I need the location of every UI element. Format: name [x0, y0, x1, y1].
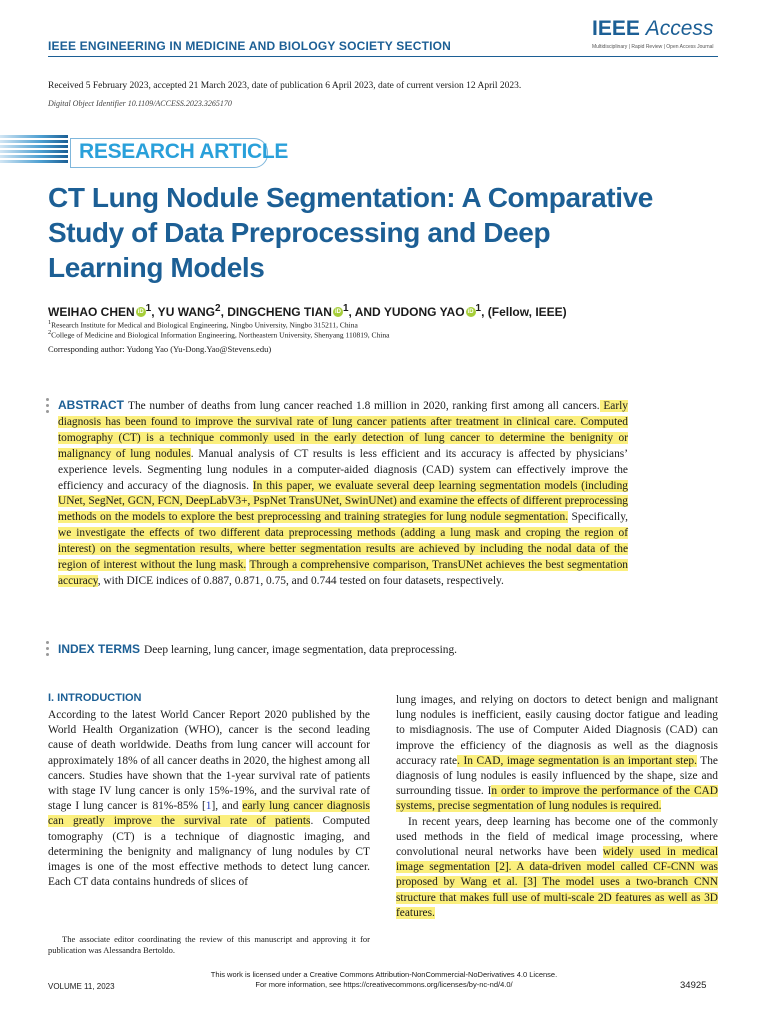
logo-tagline: Multidisciplinary | Rapid Review | Open Access Journal: [592, 44, 714, 50]
affiliation-2: $^2$College of Medicine and Biological Information Engineering, Northeastern University, Shenyang 110819, China: [48, 329, 390, 340]
volume-label: VOLUME 11, 2023: [48, 982, 115, 991]
orcid-icon[interactable]: iD: [137, 309, 144, 315]
column-right: lung images, and relying on doctors to detect benign and malignant lung nodules is inefficient, easily causing doctor fatigue and leading to misdiagnosis. The use of Computer Aided Diagnosis (CAD) can improve the efficiency of the diagnosis as well as the diagnosis accuracy rate. In CAD, image segmentation is an important step. The diagnosis of lung nodules is easily influenced by the shape, size and surrounding tissue. In order to improve the performance of the CAD systems, precise segmentation of lung nodules is required. In recent years, deep learning has become one of the commonly used methods in the field of medical image processing, where convolutional neural networks have been widely used in medical image segmentation [2]. A data-driven model called CF-CNN was proposed by Wang et al. [3] The model uses a two-branch CNN structure that makes full use of multi-scale 2D features as well as 3D features.: [396, 694, 718, 919]
author-3: , DINGCHENG TIAN: [220, 305, 332, 319]
corresponding-author: Corresponding author: Yudong Yao (Yu-Dong.Yao@Stevens.edu): [48, 344, 272, 354]
highlight: widely used in medical image segmentation [2]. A data-driven model called CF-CNN was proposed by Wang et al. [3] The model uses a two-branch CNN structure that makes full use of multi-scale 2D features as well as 3D features.: [396, 846, 718, 919]
header-rule: [48, 56, 718, 57]
editor-footnote: The associate editor coordinating the review of this manuscript and approving it for publication was Alessandra Bertoldo.: [48, 934, 370, 955]
author-4: , AND YUDONG YAO: [348, 305, 465, 319]
index-terms: [58, 642, 457, 656]
abstract: ABSTRACT The number of deaths from lung cancer reached 1.8 million in 2020, ranking first among all cancers. Early diagnosis has been found to improve the survival rate of lung cancer patients after treatment in clinical care. Computed tomography (CT) is a technique commonly used in the early detection of lung cancer to determine the benignity or malignancy of lung nodules. Manual analysis of CT results is less efficient and its accuracy is affected by physicians’ experience levels. Segmenting lung nodules in a computer-aided diagnosis (CAD) system can effectively improve the efficiency and accuracy of the diagnosis. In this paper, we evaluate several deep learning segmentation models (including UNet, SegNet, GCN, FCN, DeepLabV3+, PspNet TransUNet, SwinUNet) and examine the effects of different preprocessing methods on the models to explore the best preprocessing and training strategies for lung nodule segmentation. Specifically, we investigate the effects of two different data preprocessing methods (adding a lung mask and croping the region of interest) on the segmentation results, where better segmentation results are achieved by including the nodal data of the region of interest without the lung mask. Through a comprehensive comparison, TransUNet achieves the best segmentation accuracy, with DICE indices of 0.887, 0.871, 0.75, and 0.744 tested on four datasets, respectively.: [58, 398, 629, 587]
index-terms-text: Deep learning, lung cancer, image segmentation, data preprocessing.: [144, 644, 457, 656]
highlight: Early diagnosis has been found to improve the survival rate of lung cancer patients after treatment in clinical care. Computed tomography (CT) is a technique commonly used in the early detection of lung cancer to determine the benignity or malignancy of lung nodules: [58, 400, 629, 460]
highlight: n order to improve the performance of the CAD systems, precise segmentation of lung nodules is required.: [396, 785, 718, 813]
index-terms-label: INDEX TERMS: [58, 642, 141, 656]
article-type-banner: [70, 138, 289, 168]
orcid-icon[interactable]: iD: [467, 309, 474, 315]
logo-bold: IEEE: [592, 17, 640, 40]
author-suffix: , (Fellow, IEEE): [481, 305, 567, 319]
affiliation-1: $^1$Research Institute for Medical and Biological Engineering, Ningbo University, Ningbo 315211, China: [48, 319, 358, 330]
author-3-affil: 1: [342, 303, 349, 314]
journal-logo: [592, 18, 718, 56]
column-left: According to the latest World Cancer Report 2020 published by the World Health Organization (WHO), cancer is the second leading cause of death worldwide. Deaths from lung cancer will account for approximately 18% of all cancer deaths in 2020, the highest among all cancers. Studies have shown that the 1-year survival rate of patients with stage IV lung cancer is only 15%-19%, and the survival rate of stage I lung cancer is 81%-85% [1], and early lung cancer diagnosis can greatly improve the survival rate of patients. Computed tomography (CT) is a technique of diagnostic imaging, and determining the benignity and malignancy of lung nodules by CT images is one of the most effective methods to detect lung cancer. Each CT data contains hundreds of slices of: [48, 709, 370, 889]
highlight: In this paper, we evaluate several deep learning segmentation models (including UNet, SegNet, GCN, FCN, DeepLabV3+, PspNet TransUNet, SwinUNet) and examine the effects of different preprocessing methods on the models to explore the best preprocessing and training strategies for lung nodule segmentation.: [58, 479, 628, 524]
highlight: . In CAD, image segmentation is an important step.: [457, 754, 697, 767]
section-heading: I. INTRODUCTION: [48, 692, 142, 704]
license-notice: This work is licensed under a Creative Commons Attribution-NonCommercial-NoDerivatives 4.0 License. For more information, see https://creativecommons.org/licenses/by-nc-nd/4.0/: [120, 970, 648, 990]
author-4-affil: 1: [475, 303, 482, 314]
author-2: , YU WANG: [151, 305, 216, 319]
author-list: [48, 303, 567, 319]
highlight: we investigate the effects of two different data preprocessing methods (adding a lung mask and croping the region of interest) on the segmentation results, where better segmentation results are achieved by including the nodal data of the region of interest without the lung mask.: [58, 527, 628, 572]
banner-stripes-icon: [0, 135, 68, 168]
article-type-label: RESEARCH ARTICLE: [79, 140, 289, 163]
index-dots-icon: [46, 641, 50, 659]
license-link[interactable]: For more information, see https://creativecommons.org/licenses/by-nc-nd/4.0/: [255, 980, 513, 989]
author-1-affil: 1: [145, 303, 152, 314]
doi: Digital Object Identifier 10.1109/ACCESS.2023.3265170: [48, 99, 232, 108]
section-title: IEEE ENGINEERING IN MEDICINE AND BIOLOGY SOCIETY SECTION: [48, 39, 452, 53]
highlight: Through a comprehensive comparison, TransUNet achieves the best segmentation accuracy: [58, 559, 628, 587]
author-1: WEIHAO CHEN: [48, 305, 135, 319]
highlight: early lung cancer diagnosis can greatly improve the survival rate of patients: [48, 800, 370, 828]
logo-italic: Access: [645, 17, 714, 40]
publication-dates: Received 5 February 2023, accepted 21 March 2023, date of publication 6 April 2023, date of current version 12 April 2023.: [48, 81, 522, 91]
author-2-affil: 2: [215, 303, 221, 314]
citation-link[interactable]: 1: [205, 800, 212, 813]
abstract-dots-icon: [46, 398, 50, 416]
page-number: 34925: [680, 980, 707, 991]
orcid-icon[interactable]: iD: [334, 309, 341, 315]
paper-title: CT Lung Nodule Segmentation: A Comparative Study of Data Preprocessing and Deep Learning Models: [48, 182, 653, 283]
abstract-label: ABSTRACT: [58, 398, 124, 412]
